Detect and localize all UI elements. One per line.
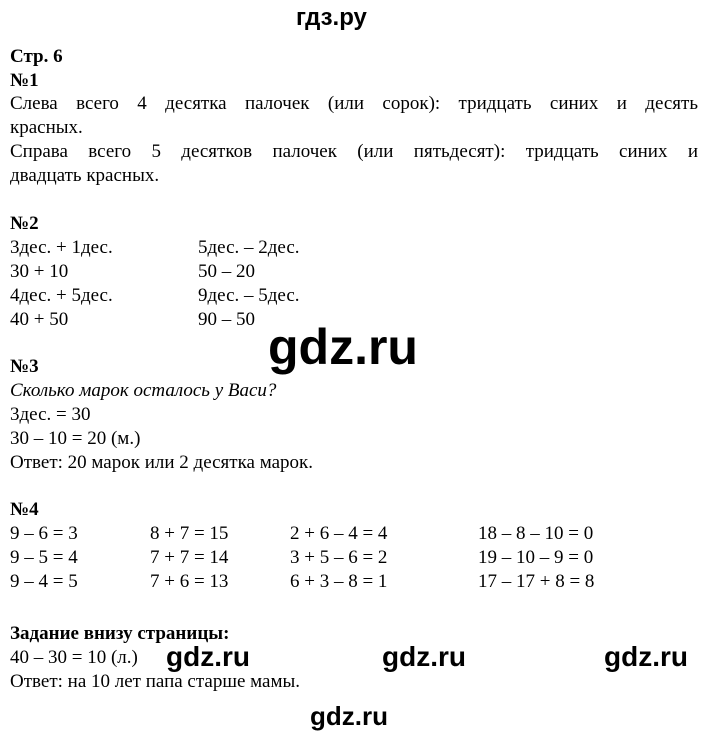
bottom-task-answer: Ответ: на 10 лет папа старше мамы. <box>10 671 301 692</box>
watermark: gdz.ru <box>166 641 250 672</box>
task4-cell: 6 + 3 – 8 = 1 <box>290 571 388 592</box>
task1-text-line: Справа всего 5 десятков палочек (или пятьдесят): тридцать синих и <box>10 141 698 162</box>
task1-title: №1 <box>10 70 39 91</box>
task2-row <box>0 236 720 260</box>
task4-cell: 2 + 6 – 4 = 4 <box>290 523 388 544</box>
task4-cell: 9 – 6 = 3 <box>10 523 78 544</box>
task3-line: 30 – 10 = 20 (м.) <box>10 428 141 449</box>
task4-cell: 9 – 5 = 4 <box>10 547 78 568</box>
task4-cell: 17 – 17 + 8 = 8 <box>478 571 595 592</box>
task3-line: 3дес. = 30 <box>10 404 91 425</box>
bottom-task-line: 40 – 30 = 10 (л.) <box>10 647 138 668</box>
task2-cell: 5дес. – 2дес. <box>198 237 300 258</box>
task1-text-line: Слева всего 4 десятка палочек (или сорок): тридцать синих и десять <box>10 93 698 114</box>
task2-cell: 30 + 10 <box>10 261 69 282</box>
task3-question: Сколько марок осталось у Васи? <box>10 380 277 401</box>
task4-cell: 7 + 6 = 13 <box>150 571 229 592</box>
page-label: Стр. 6 <box>10 46 63 67</box>
task4-row <box>0 570 720 594</box>
task2-row <box>0 260 720 284</box>
bottom-task-title: Задание внизу страницы: <box>10 623 230 644</box>
task3-title: №3 <box>10 356 39 377</box>
footer-watermark: gdz.ru <box>310 701 388 731</box>
task4-row <box>0 546 720 570</box>
task2-cell: 40 + 50 <box>10 309 69 330</box>
task4-cell: 3 + 5 – 6 = 2 <box>290 547 388 568</box>
task2-cell: 50 – 20 <box>198 261 255 282</box>
task4-cell: 8 + 7 = 15 <box>150 523 229 544</box>
task2-cell: 90 – 50 <box>198 309 255 330</box>
task4-row <box>0 522 720 546</box>
task4-cell: 7 + 7 = 14 <box>150 547 229 568</box>
task2-row <box>0 284 720 308</box>
task4-cell: 18 – 8 – 10 = 0 <box>478 523 594 544</box>
task4-cell: 19 – 10 – 9 = 0 <box>478 547 594 568</box>
header-watermark: гдз.ру <box>296 4 367 31</box>
task1-text-line: двадцать красных. <box>10 165 160 186</box>
task3-answer: Ответ: 20 марок или 2 десятка марок. <box>10 452 314 473</box>
task4-cell: 9 – 4 = 5 <box>10 571 78 592</box>
task2-title: №2 <box>10 213 39 234</box>
center-watermark: gdz.ru <box>268 319 418 375</box>
task2-cell: 9дес. – 5дес. <box>198 285 300 306</box>
task4-title: №4 <box>10 499 39 520</box>
task2-cell: 3дес. + 1дес. <box>10 237 113 258</box>
watermark: gdz.ru <box>382 641 466 672</box>
watermark: gdz.ru <box>604 641 688 672</box>
task2-cell: 4дес. + 5дес. <box>10 285 113 306</box>
task1-text-line: красных. <box>10 117 83 138</box>
